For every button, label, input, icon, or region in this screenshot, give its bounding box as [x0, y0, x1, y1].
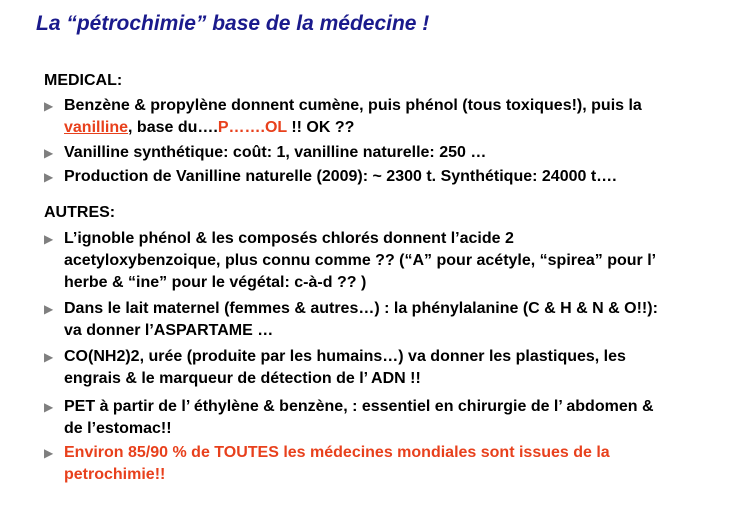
item-line: va donner l’ASPARTAME …	[64, 322, 274, 339]
list-item	[44, 166, 735, 188]
bullet-arrow-icon: ▶	[44, 400, 54, 414]
item-line: Vanilline synthétique: coût: 1, vanilline naturelle: 250 …	[64, 144, 487, 161]
list-item	[44, 228, 735, 294]
list-item	[44, 346, 735, 390]
item-line: herbe & “ine” pour le végétal: c-à-d ?? )	[64, 274, 367, 291]
section-heading-medical: MEDICAL:	[44, 72, 123, 89]
item-line: Production de Vanilline naturelle (2009): ~ 2300 t. Synthétique: 24000 t….	[64, 168, 617, 185]
bullet-arrow-icon: ▶	[44, 170, 54, 184]
item-line: CO(NH2)2, urée (produite par les humains…) va donner les plastiques, les	[64, 348, 626, 365]
list-item	[44, 142, 735, 164]
list-item	[44, 396, 735, 440]
item-line: PET à partir de l’ éthylène & benzène, : essentiel en chirurgie de l’ abdomen &	[64, 398, 654, 415]
bullet-arrow-icon: ▶	[44, 232, 54, 246]
bullet-arrow-icon: ▶	[44, 446, 54, 460]
bullet-arrow-icon: ▶	[44, 146, 54, 160]
bullet-arrow-icon: ▶	[44, 99, 54, 113]
item-line: petrochimie!!	[64, 466, 166, 483]
item-line: Benzène & propylène donnent cumène, puis phénol (tous toxiques!), puis la	[64, 97, 642, 114]
item-line: acetyloxybenzoique, plus connu comme ?? (“A” pour acétyle, “spirea” pour l’	[64, 252, 657, 269]
bullet-arrow-icon: ▶	[44, 302, 54, 316]
item-line	[64, 117, 735, 139]
item-line: engrais & le marqueur de détection de l’ ADN !!	[64, 370, 421, 387]
bullet-arrow-icon: ▶	[44, 350, 54, 364]
slide-title: La “pétrochimie” base de la médecine !	[36, 12, 430, 35]
phenol-hint-highlight: P…….OL	[217, 119, 287, 136]
list-item	[44, 95, 735, 139]
vanilline-highlight: vanilline	[64, 119, 129, 136]
section-heading-autres: AUTRES:	[44, 204, 116, 221]
item-line: Dans le lait maternel (femmes & autres…) : la phénylalanine (C & H & N & O!!):	[64, 300, 658, 317]
list-item	[44, 298, 735, 342]
item-line: L’ignoble phénol & les composés chlorés donnent l’acide 2	[64, 230, 514, 247]
list-item-highlight	[44, 442, 735, 486]
item-line: de l’estomac!!	[64, 420, 172, 437]
item-text: , base du….	[128, 119, 218, 136]
item-text: !! OK ??	[286, 119, 355, 136]
item-line: Environ 85/90 % de TOUTES les médecines mondiales sont issues de la	[64, 444, 610, 461]
